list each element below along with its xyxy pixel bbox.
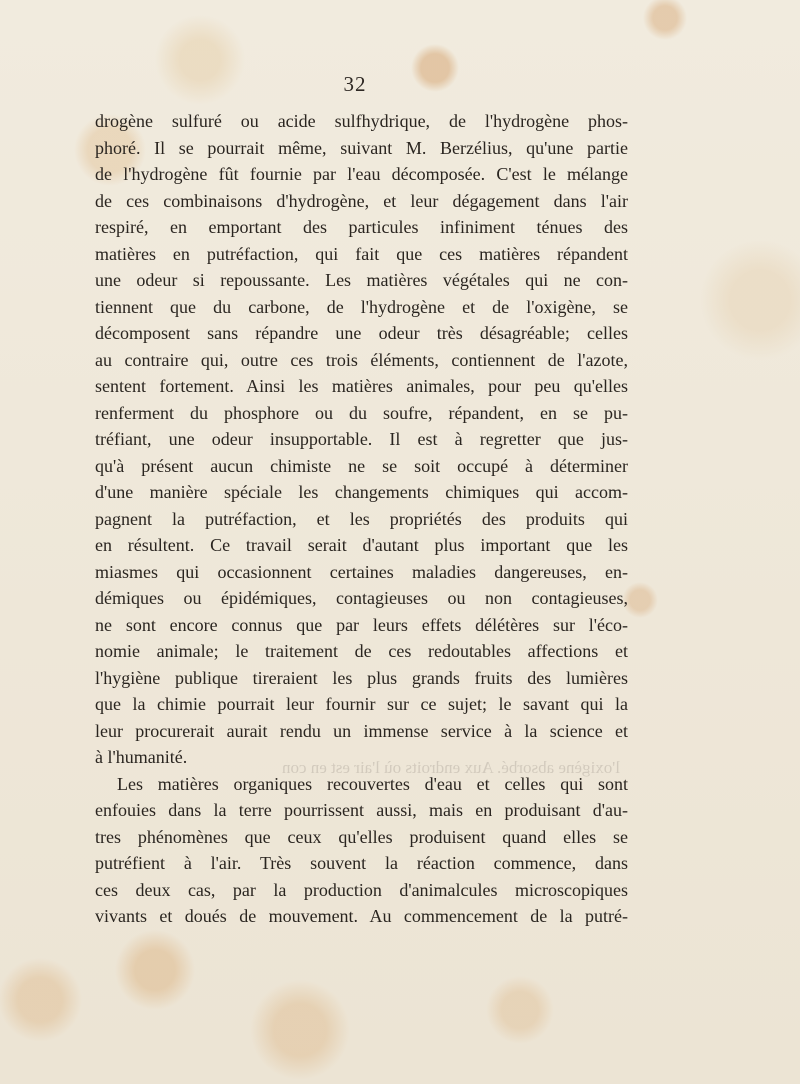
text-line: drogène sulfuré ou acide sulfhydrique, de l'hydrogène phos- <box>95 111 628 131</box>
text-line: leur procurerait aurait rendu un immense service à la science et <box>95 720 628 741</box>
text-line: miasmes qui occasionnent certaines maladies dangereuses, en- <box>95 561 628 582</box>
text-line: putréfient à l'air. Très souvent la réaction commence, dans <box>95 853 628 873</box>
text-line: respiré, en emportant des particules infiniment ténues des <box>95 217 628 237</box>
text-line: en résultent. Ce travail serait d'autant plus important que les <box>95 535 628 555</box>
text-line: de ces combinaisons d'hydrogène, et leur dégagement dans l'air <box>95 190 628 211</box>
text-line: tres phénomènes que ceux qu'elles produisent quand elles se <box>95 826 628 847</box>
text-line: ne sont encore connus que par leurs effets délétères sur l'éco- <box>95 614 628 635</box>
text-line: ces deux cas, par la production d'animalcules microscopiques <box>95 879 628 900</box>
body-text <box>95 108 628 930</box>
text-line: nomie animale; le traitement de ces redoutables affections et <box>95 641 628 661</box>
paragraph <box>95 771 628 930</box>
text-line: pagnent la putréfaction, et les propriétés des produits qui <box>95 508 628 529</box>
text-line: phoré. Il se pourrait même, suivant M. Berzélius, qu'une partie <box>95 137 628 158</box>
text-line: vivants et doués de mouvement. Au commencement de la putré- <box>95 906 628 926</box>
text-line: matières en putréfaction, qui fait que ces matières répandent <box>95 243 628 264</box>
text-line: tréfiant, une odeur insupportable. Il est à regretter que jus- <box>95 429 628 449</box>
text-line: l'hygiène publique tireraient les plus grands fruits des lumières <box>95 667 628 688</box>
text-line: renferment du phosphore ou du soufre, répandent, en se pu- <box>95 402 628 423</box>
text-line: sentent fortement. Ainsi les matières animales, pour peu qu'elles <box>95 376 628 396</box>
text-line: d'une manière spéciale les changements chimiques qui accom- <box>95 482 628 502</box>
text-line: une odeur si repoussante. Les matières végétales qui ne con- <box>95 270 628 290</box>
text-line: que la chimie pourrait leur fournir sur ce sujet; le savant qui la <box>95 694 628 714</box>
bleed-through-text: l'oxigène absorbé. Aux endroits où l'air est en con <box>281 758 620 777</box>
page-number: 32 <box>343 72 367 96</box>
text-line: décomposent sans répandre une odeur très désagréable; celles <box>95 323 628 343</box>
paragraph <box>95 108 628 771</box>
text-line: de l'hydrogène fût fournie par l'eau décomposée. C'est le mélange <box>95 164 628 184</box>
text-line: au contraire qui, outre ces trois éléments, contiennent de l'azote, <box>95 349 628 370</box>
text-line: démiques ou épidémiques, contagieuses ou non contagieuses, <box>95 588 628 608</box>
text-line: Les matières organiques recouvertes d'eau et celles qui sont <box>117 773 628 794</box>
text-line: qu'à présent aucun chimiste ne se soit occupé à déterminer <box>95 455 628 476</box>
text-line: enfouies dans la terre pourrissent aussi, mais en produisant d'au- <box>95 800 628 820</box>
text-line: à l'humanité. <box>95 747 188 767</box>
text-line: tiennent que du carbone, de l'hydrogène et de l'oxigène, se <box>95 296 628 317</box>
